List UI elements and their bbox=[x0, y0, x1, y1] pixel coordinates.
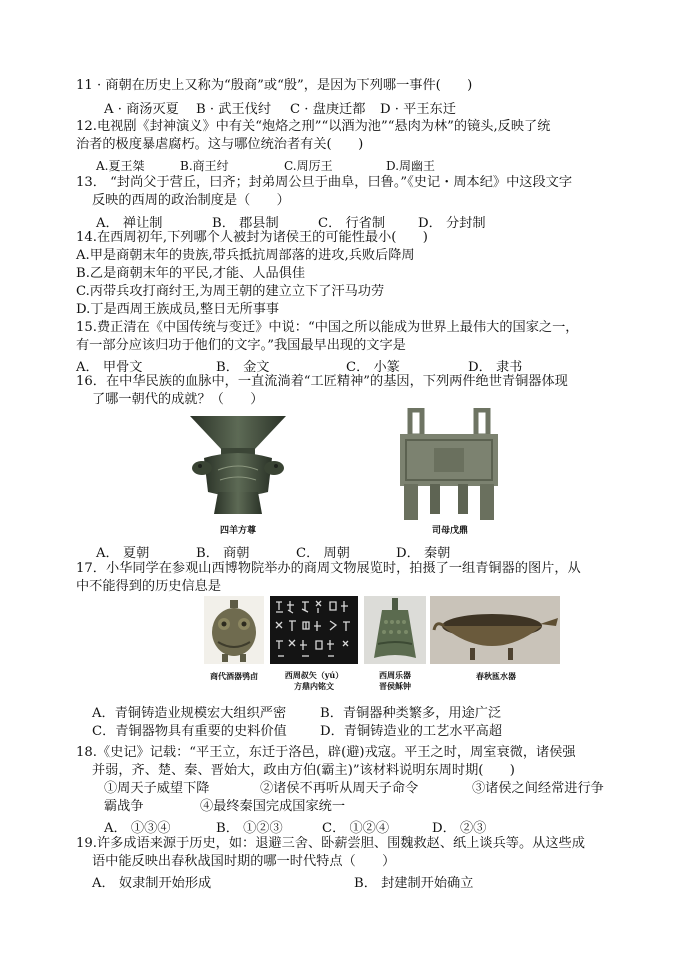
q14-option-a: A.甲是商朝末年的贵族,带兵抵抗周部落的进攻,兵败后降周 bbox=[76, 248, 415, 263]
q13-option-c: C． 行省制 bbox=[318, 216, 386, 231]
q14-stem: 14.在西周初年,下列哪个人被封为诸侯王的可能性最小( ) bbox=[76, 230, 428, 245]
q16-option-b: B． 商朝 bbox=[196, 546, 250, 561]
q17-option-c: C．青铜器物具有重要的史料价值 bbox=[92, 724, 287, 739]
q18-option-d: D． ②③ bbox=[432, 821, 487, 836]
q15-options bbox=[76, 356, 556, 375]
q12-option-b: B.商王纣 bbox=[180, 159, 229, 173]
q18-item-1: ①周天子威望下降 bbox=[104, 781, 210, 796]
q14-option-c: C.丙带兵攻打商纣王,为周王朝的建立立下了汗马功劳 bbox=[76, 284, 385, 299]
q17-option-d: D．青铜铸造业的工艺水平高超 bbox=[320, 724, 503, 739]
water-vessel-yi-image bbox=[430, 596, 560, 664]
q16-caption-zun: 四羊方尊 bbox=[219, 526, 256, 536]
q16-stem-line2: 了哪一朝代的成就？（ ） bbox=[92, 392, 264, 407]
q18-options bbox=[104, 817, 564, 836]
q12-option-a: A.夏王桀 bbox=[96, 159, 145, 173]
q18-item-3-cont: 霸战争 bbox=[104, 799, 144, 814]
four-ram-square-zun-image bbox=[188, 410, 288, 522]
q16-options bbox=[96, 542, 516, 561]
q11-option-c: C · 盘庚迁都 bbox=[290, 102, 366, 117]
q15-option-c: C． 小篆 bbox=[346, 360, 400, 375]
q13-options bbox=[96, 212, 556, 231]
q12-options bbox=[96, 157, 496, 173]
q15-option-d: D． 隶书 bbox=[468, 360, 523, 375]
q16-option-c: C． 周朝 bbox=[296, 546, 350, 561]
q19-options bbox=[92, 872, 512, 891]
q11-option-d: D · 平王东迁 bbox=[380, 102, 456, 117]
q18-stem-line2: 并弱，齐、楚、秦、晋始大，政由方伯(霸主)”该材料说明东周时期( ) bbox=[92, 763, 515, 778]
q18-stem-line1: 18.《史记》记载：“平王立，东迁于洛邑，辟(避)戎寇。平王之时，周室衰微，诸侯强 bbox=[76, 745, 576, 760]
q17-caption-inscription-line1: 西周叔矢（yú） bbox=[284, 670, 344, 680]
q13-option-b: B． 郡县制 bbox=[212, 216, 279, 231]
q17-stem-line1: 17．小华同学在参观山西博物院举办的商周文物展览时，拍摄了一组青铜器的图片，从 bbox=[76, 561, 581, 576]
q17-caption-yi: 春秋匜水器 bbox=[476, 671, 516, 681]
q19-option-a: A． 奴隶制开始形成 bbox=[92, 876, 212, 891]
q18-item-3: ③诸侯之间经常进行争 bbox=[472, 781, 604, 796]
bronze-bell-image bbox=[364, 596, 426, 664]
q15-stem-line2: 有一部分应该归功于他们的文字。”我国最早出现的文字是 bbox=[76, 338, 406, 353]
q19-stem-line1: 19.许多成语来源于历史，如：退避三舍、卧薪尝胆、围魏救赵、纸上谈兵等。从这些成 bbox=[76, 836, 585, 851]
q12-stem-line1: 12.电视剧《封神演义》中有关“炮烙之刑”“以酒为池”“悬肉为林”的镜头,反映了统 bbox=[76, 119, 551, 134]
q16-caption-ding: 司母戊鼎 bbox=[431, 526, 468, 536]
q11-stem: 11 · 商朝在历史上又称为“殷商”或“殷”，是因为下列哪一事件( ) bbox=[76, 78, 473, 93]
q16-option-a: A． 夏朝 bbox=[96, 546, 150, 561]
q13-stem-line2: 反映的西周的政治制度是（ ） bbox=[92, 193, 290, 208]
q17-caption-inscription-line2: 方鼎内铭文 bbox=[294, 681, 334, 691]
q18-item-2: ②诸侯不再听从周天子命令 bbox=[260, 781, 419, 796]
q15-stem-line1: 15.费正清在《中国传统与变迁》中说：“中国之所以能成为世界上最伟大的国家之一， bbox=[76, 320, 579, 335]
q17-option-a: A．青铜铸造业规模宏大组织严密 bbox=[92, 706, 287, 721]
q17-stem-line2: 中不能得到的历史信息是 bbox=[76, 579, 222, 594]
q17-caption-bell-line1: 西周乐器 bbox=[379, 670, 411, 680]
simuwu-ding-image bbox=[394, 408, 504, 524]
q17-option-b: B．青铜器种类繁多，用途广泛 bbox=[320, 706, 502, 721]
q15-option-a: A． 甲骨文 bbox=[76, 360, 143, 375]
q13-option-d: D． 分封制 bbox=[418, 216, 486, 231]
q12-option-d: D.周幽王 bbox=[386, 159, 436, 173]
q17-caption-bell-line2: 晋侯稣钟 bbox=[379, 681, 411, 691]
q15-option-b: B． 金文 bbox=[216, 360, 270, 375]
q14-option-d: D.丁是西周王族成员,整日无所事事 bbox=[76, 302, 280, 317]
q18-item-4: ④最终秦国完成国家统一 bbox=[200, 799, 346, 814]
q17-caption-owl: 商代酒器鸮卣 bbox=[210, 671, 258, 681]
q13-option-a: A． 禅让制 bbox=[96, 216, 163, 231]
inscription-rubbing-image bbox=[270, 596, 358, 664]
q18-option-c: C． ①②④ bbox=[322, 821, 390, 836]
owl-wine-vessel-image bbox=[204, 596, 264, 664]
q16-stem-line1: 16．在中华民族的血脉中，一直流淌着“工匠精神”的基因，下列两件绝世青铜器体现 bbox=[76, 374, 568, 389]
q11-option-b: B · 武王伐纣 bbox=[196, 102, 272, 117]
q16-option-d: D． 秦朝 bbox=[396, 546, 451, 561]
q18-option-a: A． ①③④ bbox=[104, 821, 171, 836]
q13-stem-line1: 13． “封尚父于营丘，曰齐；封弟周公旦于曲阜，曰鲁。”《史记・周本纪》中这段文字 bbox=[76, 175, 573, 190]
q12-stem-line2: 治者的极度暴虐腐朽。这与哪位统治者有关( ) bbox=[76, 137, 364, 152]
q14-option-b: B.乙是商朝末年的平民,才能、人品俱佳 bbox=[76, 266, 306, 281]
q11-option-a: A · 商汤灭夏 bbox=[104, 102, 179, 117]
q11-options bbox=[104, 98, 564, 117]
q18-option-b: B． ①②③ bbox=[216, 821, 283, 836]
q19-stem-line2: 语中能反映出春秋战国时期的哪一时代特点（ ） bbox=[92, 854, 396, 869]
q19-option-b: B． 封建制开始确立 bbox=[354, 876, 474, 891]
q12-option-c: C.周厉王 bbox=[284, 159, 333, 173]
